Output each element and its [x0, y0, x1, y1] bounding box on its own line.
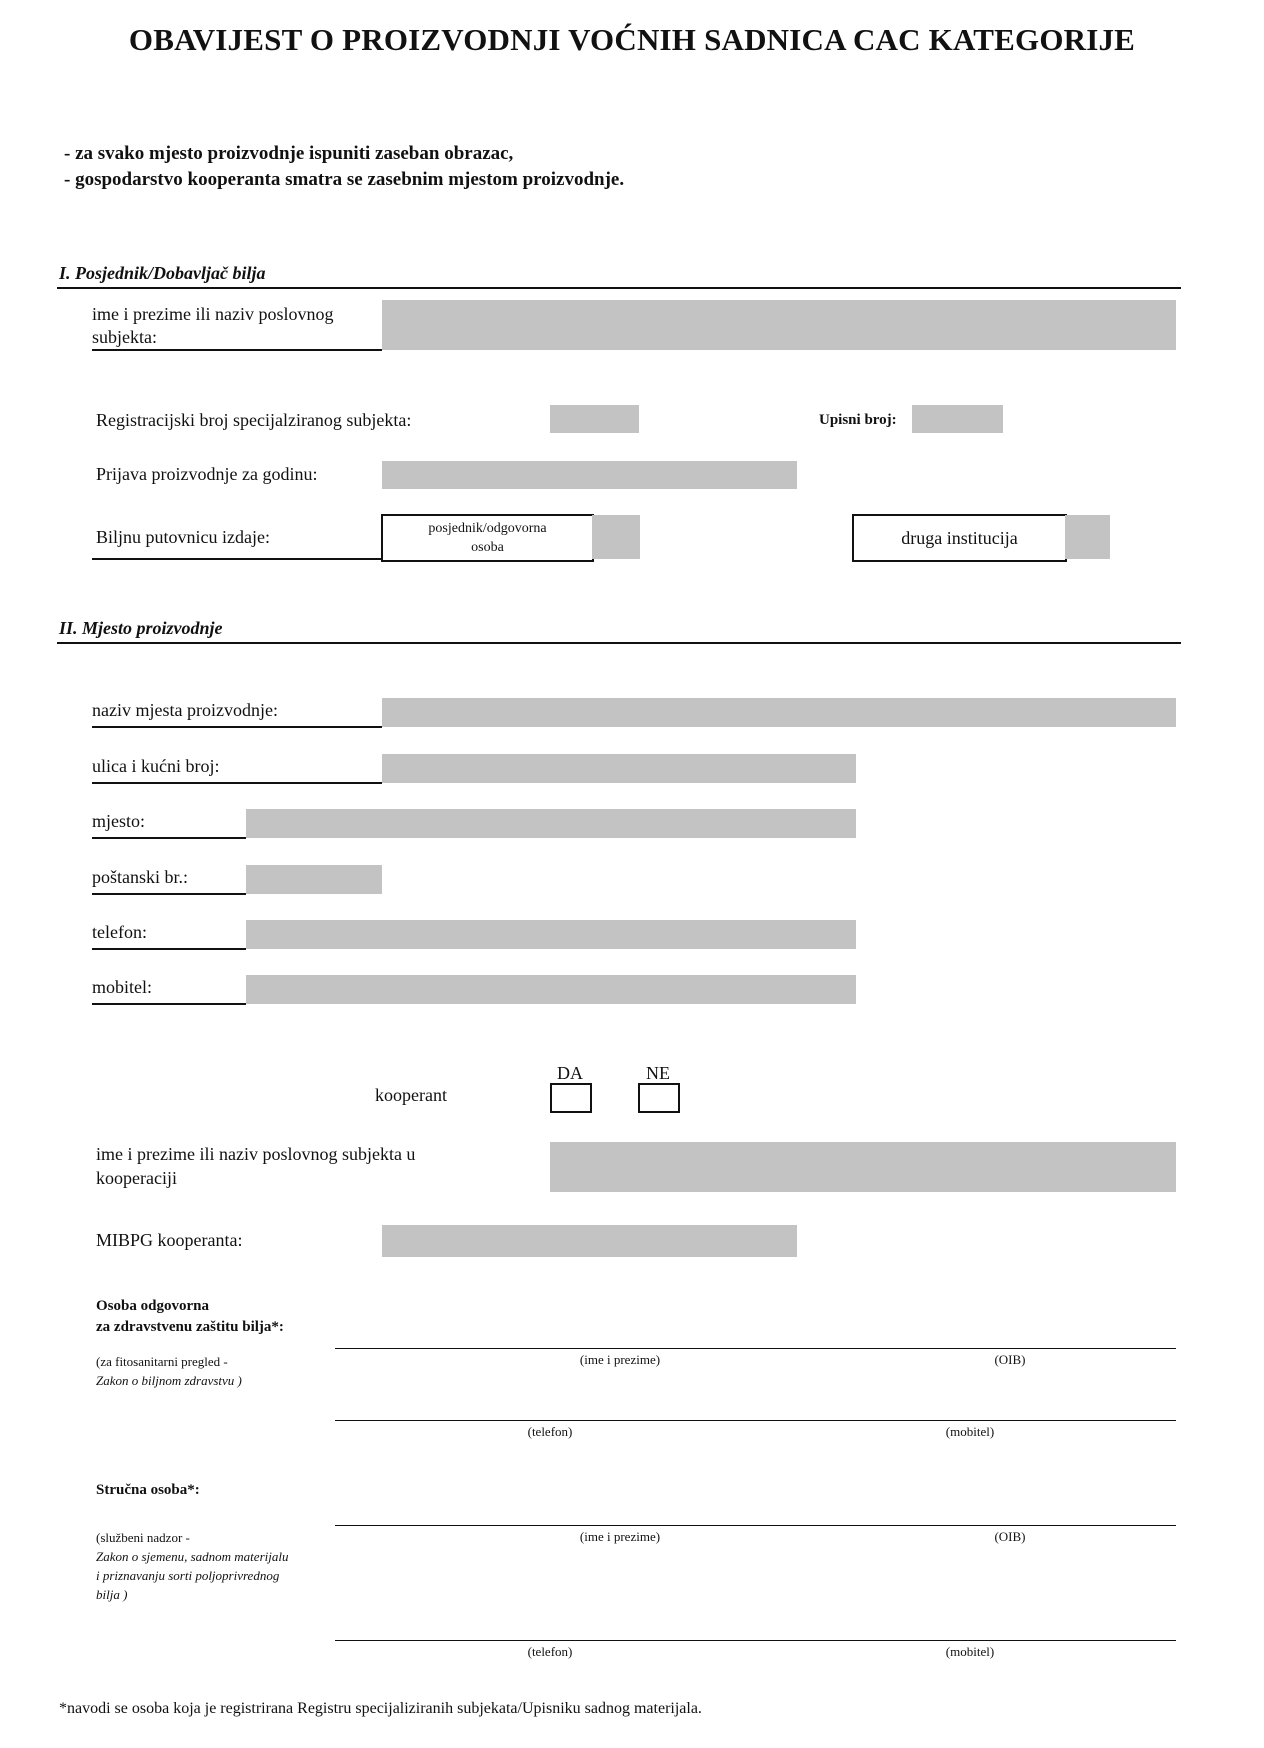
yes-label: DA: [557, 1063, 583, 1083]
mibpg-input[interactable]: [382, 1225, 797, 1257]
expert-mobile-caption: (mobitel): [945, 1644, 995, 1659]
phone-label: telefon:: [92, 922, 246, 950]
owner-name-label-line2: subjekta:: [92, 327, 157, 347]
production-year-input[interactable]: [382, 461, 797, 489]
responsible-phone-line[interactable]: [335, 1420, 1176, 1421]
cooperant-yes-checkbox[interactable]: [550, 1083, 592, 1113]
instruction-note-1: - za svako mjesto proizvodnje ispuniti zaseban obrazac,: [64, 143, 514, 164]
street-label: ulica i kućni broj:: [92, 756, 382, 784]
registration-number-input[interactable]: [550, 405, 639, 433]
responsible-name-line[interactable]: [335, 1348, 1176, 1349]
cooperant-name-input[interactable]: [550, 1142, 1176, 1192]
responsible-person-title: [96, 1296, 284, 1338]
mobile-label: mobitel:: [92, 977, 246, 1005]
responsible-name-caption: (ime i prezime): [579, 1352, 661, 1367]
option-owner-line1: posjednik/odgovorna: [428, 521, 547, 536]
owner-name-label-line1: ime i prezime ili naziv poslovnog: [92, 304, 334, 324]
option-other-institution-checkbox[interactable]: [1065, 515, 1110, 559]
entry-number-input[interactable]: [912, 405, 1003, 433]
section-1-heading: I. Posjednik/Dobavljač bilja: [59, 263, 266, 283]
responsible-oib-caption: (OIB): [994, 1352, 1026, 1367]
section-2-heading: II. Mjesto proizvodnje: [59, 618, 223, 638]
owner-name-label: [92, 303, 382, 351]
expert-person-title: Stručna osoba*:: [96, 1482, 200, 1498]
responsible-sub-line2: Zakon o biljnom zdravstvu ): [96, 1373, 242, 1388]
cooperant-label: kooperant: [375, 1085, 447, 1105]
cooperant-name-label: [96, 1142, 415, 1190]
expert-person-subtitle: [96, 1528, 288, 1604]
expert-name-caption: (ime i prezime): [579, 1529, 661, 1544]
mibpg-label: MIBPG kooperanta:: [96, 1230, 243, 1250]
production-year-label: Prijava proizvodnje za godinu:: [96, 464, 318, 484]
passport-issuer-label: Biljnu putovnicu izdaje:: [96, 527, 270, 547]
expert-sub-line4: bilja ): [96, 1587, 128, 1602]
registration-number-label: Registracijski broj specijalziranog subjekta:: [96, 410, 412, 430]
responsible-title-line1: Osoba odgovorna: [96, 1298, 209, 1314]
expert-sub-line1: (službeni nadzor -: [96, 1530, 190, 1545]
responsible-mobile-caption: (mobitel): [945, 1424, 995, 1439]
postal-code-label: poštanski br.:: [92, 867, 246, 895]
no-label: NE: [646, 1063, 670, 1083]
page-title: OBAVIJEST O PROIZVODNJI VOĆNIH SADNICA CAC KATEGORIJE: [128, 22, 1136, 57]
expert-sub-line2: Zakon o sjemenu, sadnom materijalu: [96, 1549, 289, 1564]
expert-name-line[interactable]: [335, 1525, 1176, 1526]
postal-code-input[interactable]: [246, 865, 382, 894]
option-other-institution-box: druga institucija: [852, 514, 1067, 562]
phone-input[interactable]: [246, 920, 856, 949]
cooperant-name-label-line1: ime i prezime ili naziv poslovnog subjekta u: [96, 1144, 416, 1164]
owner-name-input[interactable]: [382, 300, 1176, 350]
section-2-rule: [57, 642, 1181, 644]
option-owner-box: [381, 514, 594, 562]
site-name-input[interactable]: [382, 698, 1176, 727]
section-1-rule: [57, 287, 1181, 289]
footnote: *navodi se osoba koja je registrirana Registru specijaliziranih subjekata/Upisniku sadnog materijala.: [59, 1700, 702, 1717]
responsible-phone-caption: (telefon): [527, 1424, 573, 1439]
place-input[interactable]: [246, 809, 856, 838]
option-owner-checkbox[interactable]: [592, 515, 640, 559]
expert-phone-caption: (telefon): [527, 1644, 573, 1659]
mobile-input[interactable]: [246, 975, 856, 1004]
site-name-label: naziv mjesta proizvodnje:: [92, 700, 382, 728]
option-owner-line2: osoba: [471, 540, 504, 555]
expert-phone-line[interactable]: [335, 1640, 1176, 1641]
place-label: mjesto:: [92, 811, 246, 839]
entry-number-label: Upisni broj:: [819, 412, 897, 428]
responsible-sub-line1: (za fitosanitarni pregled -: [96, 1354, 228, 1369]
street-input[interactable]: [382, 754, 856, 783]
responsible-title-line2: za zdravstvenu zaštitu bilja*:: [96, 1319, 284, 1335]
expert-oib-caption: (OIB): [994, 1529, 1026, 1544]
expert-sub-line3: i priznavanju sorti poljoprivrednog: [96, 1568, 280, 1583]
responsible-person-subtitle: [96, 1352, 242, 1390]
instruction-note-2: - gospodarstvo kooperanta smatra se zasebnim mjestom proizvodnje.: [64, 169, 625, 190]
cooperant-name-label-line2: kooperaciji: [96, 1168, 177, 1188]
cooperant-no-checkbox[interactable]: [638, 1083, 680, 1113]
